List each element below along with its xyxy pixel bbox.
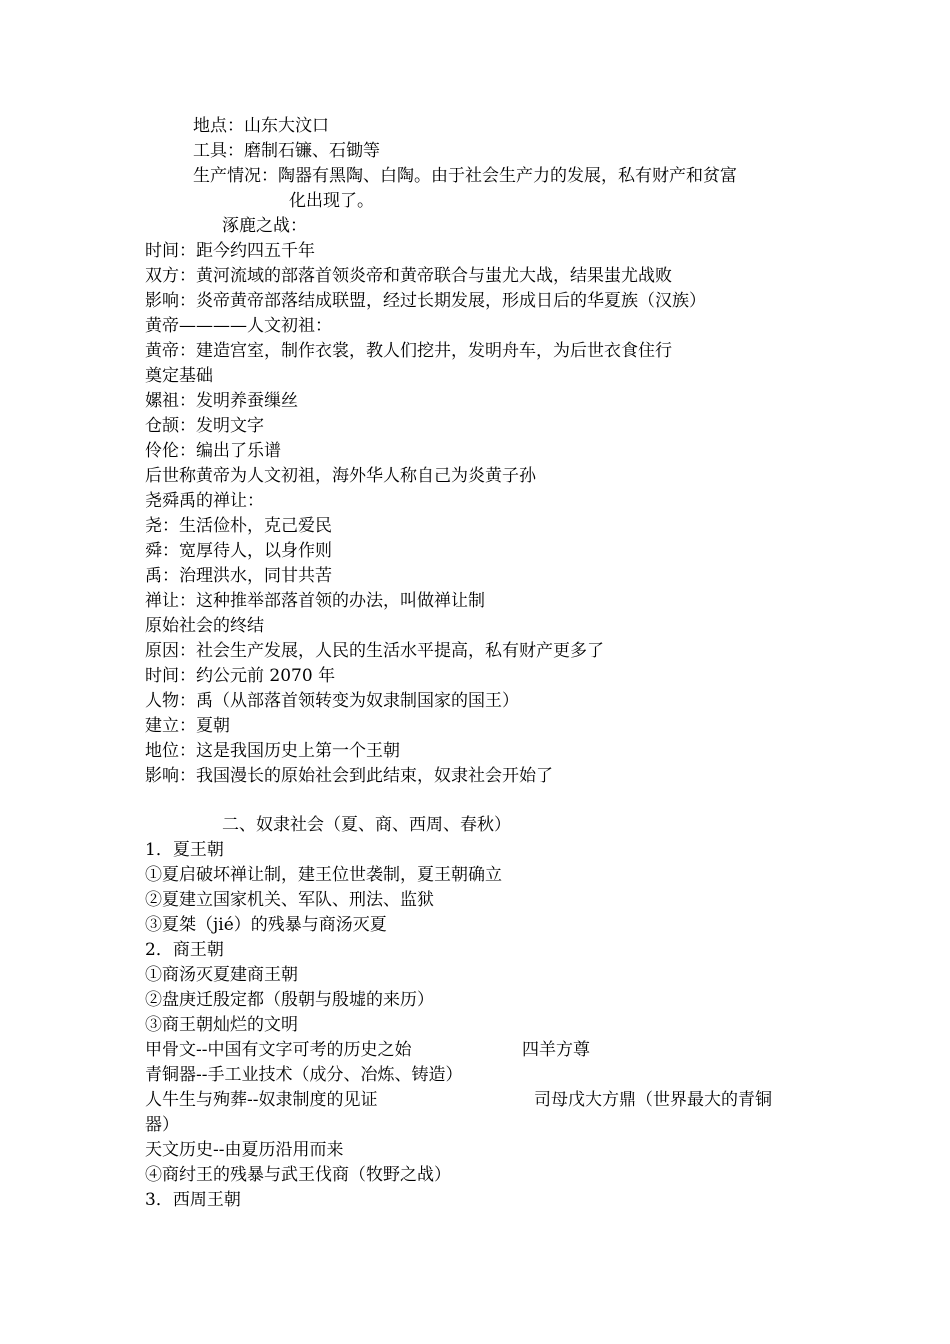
- text-line-bronze: 青铜器--手工业技术（成分、冶炼、铸造）: [145, 1065, 463, 1085]
- heading-huangdi: 黄帝————人文初祖：: [145, 316, 332, 336]
- text-line-huangdi-cont: 奠定基础: [145, 366, 213, 386]
- text-line-status: 地位：这是我国历史上第一个王朝: [145, 741, 400, 761]
- text-line-person: 人物：禹（从部落首领转变为奴隶制国家的国王）: [145, 691, 519, 711]
- text-line-cangjie: 仓颉：发明文字: [145, 416, 264, 436]
- heading-shang: 2．商王朝: [145, 940, 224, 960]
- text-line-zhuolu-impact: 影响：炎帝黄帝部落结成联盟，经过长期发展，形成日后的华夏族（汉族）: [145, 291, 706, 311]
- text-simuwu-ding: 司母戊大方鼎（世界最大的青铜: [534, 1090, 772, 1110]
- text-line-astro: 天文历史--由夏历沿用而来: [145, 1140, 344, 1160]
- text-line-cause: 原因：社会生产发展，人民的生活水平提高，私有财产更多了: [145, 641, 604, 661]
- text-line-shang-2: ②盘庚迁殷定都（殷朝与殷墟的来历）: [145, 990, 434, 1010]
- text-line-linglun: 伶伦：编出了乐谱: [145, 441, 281, 461]
- text-line-production: 生产情况：陶器有黑陶、白陶。由于社会生产力的发展，私有财产和贫富: [193, 166, 737, 186]
- text-line-time: 时间：约公元前 2070 年: [145, 666, 336, 686]
- text-line-xia-1: ①夏启破坏禅让制，建王位世袭制，夏王朝确立: [145, 865, 502, 885]
- text-line-tools: 工具：磨制石镰、石锄等: [193, 141, 380, 161]
- text-line-sacrifice: 人牛生与殉葬--奴隶制度的见证: [145, 1090, 378, 1110]
- heading-section2: 二、奴隶社会（夏、商、西周、春秋）: [222, 815, 511, 835]
- text-line-shun: 舜：宽厚待人，以身作则: [145, 541, 332, 561]
- text-simuwu-ding-cont: 器）: [145, 1115, 179, 1135]
- text-siyang-fangzun: 四羊方尊: [522, 1040, 590, 1060]
- text-line-zhuolu-time: 时间：距今约四五千年: [145, 241, 315, 261]
- text-line-yu: 禹：治理洪水，同甘共苦: [145, 566, 332, 586]
- heading-xia: 1．夏王朝: [145, 840, 224, 860]
- text-line-yao: 尧：生活俭朴，克己爱民: [145, 516, 332, 536]
- text-line-huangdi: 黄帝：建造宫室，制作衣裳，教人们挖井，发明舟车，为后世衣食住行: [145, 341, 672, 361]
- heading-shanrang: 尧舜禹的禅让：: [145, 491, 264, 511]
- text-line-oracle: 甲骨文--中国有文字可考的历史之始: [145, 1040, 412, 1060]
- text-line-production-cont: 化出现了。: [289, 191, 374, 211]
- text-line-legacy: 后世称黄帝为人文初祖，海外华人称自己为炎黄子孙: [145, 466, 536, 486]
- text-line-xia-2: ②夏建立国家机关、军队、刑法、监狱: [145, 890, 434, 910]
- text-line-founded: 建立：夏朝: [145, 716, 230, 736]
- text-line-impact: 影响：我国漫长的原始社会到此结束，奴隶社会开始了: [145, 766, 553, 786]
- text-line-zhuolu-parties: 双方：黄河流域的部落首领炎帝和黄帝联合与蚩尤大战，结果蚩尤战败: [145, 266, 672, 286]
- text-line-leizu: 嫘祖：发明养蚕缫丝: [145, 391, 298, 411]
- text-line-xia-3: ③夏桀（jié）的残暴与商汤灭夏: [145, 915, 387, 935]
- text-line-shanrang-def: 禅让：这种推举部落首领的办法，叫做禅让制: [145, 591, 485, 611]
- heading-end-primitive: 原始社会的终结: [145, 616, 264, 636]
- text-line-shang-1: ①商汤灭夏建商王朝: [145, 965, 298, 985]
- text-line-shang-3: ③商王朝灿烂的文明: [145, 1015, 298, 1035]
- text-line-shang-4: ④商纣王的残暴与武王伐商（牧野之战）: [145, 1165, 451, 1185]
- text-line-location: 地点：山东大汶口: [193, 116, 329, 136]
- heading-zhuolu: 涿鹿之战：: [222, 216, 307, 236]
- heading-zhou: 3．西周王朝: [145, 1190, 241, 1210]
